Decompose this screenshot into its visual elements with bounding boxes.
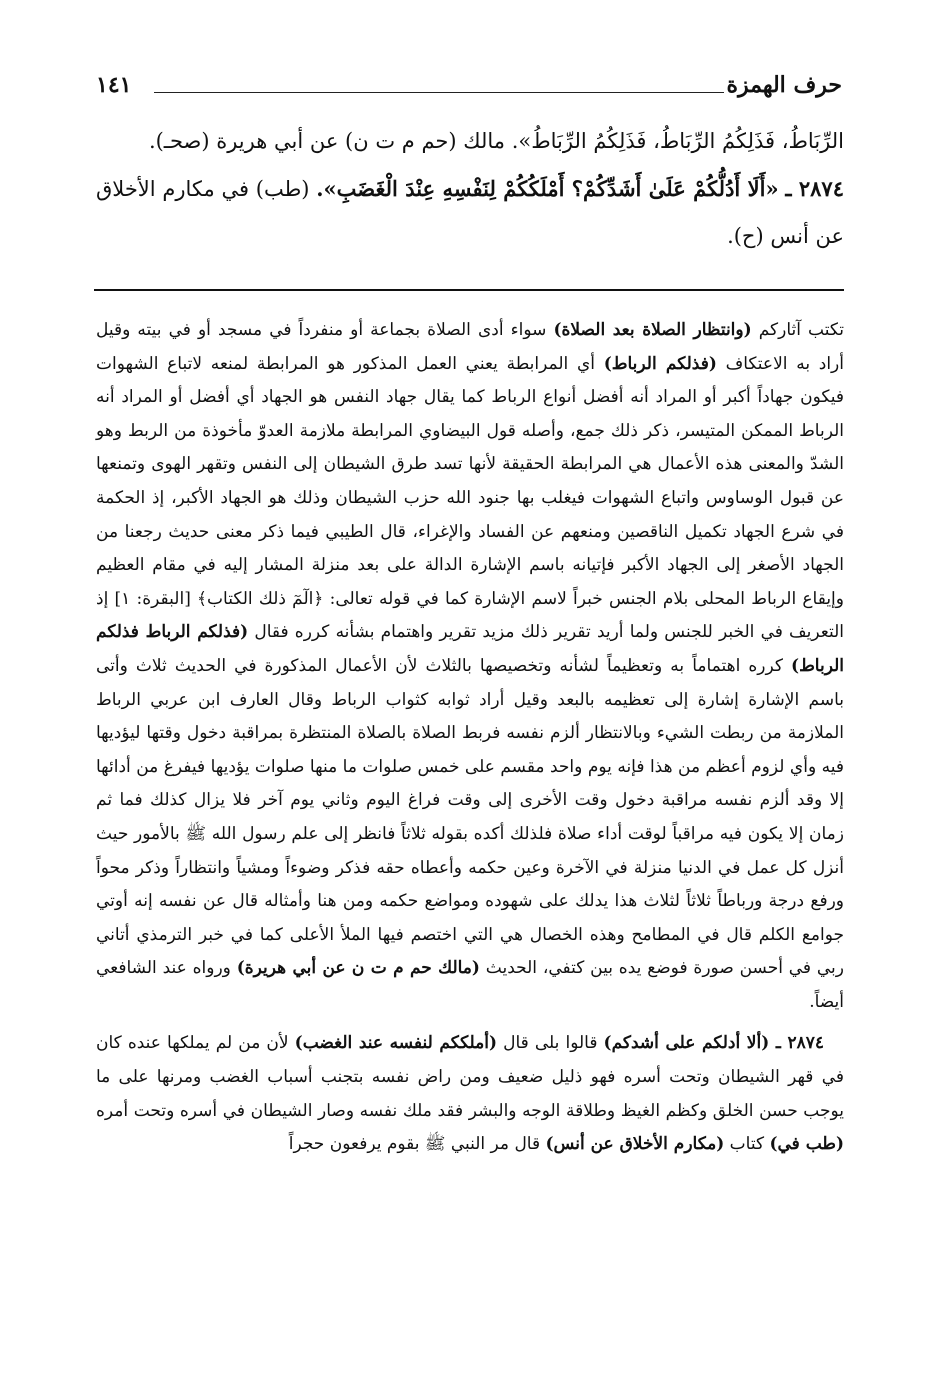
page-number: ١٤١ xyxy=(96,72,132,98)
chapter-title: حرف الهمزة xyxy=(726,72,842,98)
header-rule xyxy=(154,92,724,93)
commentary-paragraph-2 xyxy=(96,1027,844,1161)
commentary-quote: (مكارم الأخلاق عن أنس) xyxy=(545,1134,725,1155)
hadith-number: ٢٨٧٤ ـ xyxy=(785,176,844,201)
commentary-text: لأن من لم يملكها عنده كان في قهر الشيطان وتحت أسره فهو ذليل ضعيف ومن راض نفسه بتجنب أسباب الغضب ومرنها على ما يوجب حسن الخلق وكظم الغيظ وطلاقة الوجه والبشر فقد ملك نفسه وصار الشيطان في أسره وتحت أمره xyxy=(96,1033,844,1121)
paragraph-gap xyxy=(96,1019,844,1027)
commentary-hadith-number: ٢٨٧٤ ـ xyxy=(769,1033,824,1054)
hadith-continuation xyxy=(96,118,844,165)
footnote-separator xyxy=(94,289,844,291)
commentary-text: كتاب xyxy=(724,1134,770,1155)
commentary-quote: (طب في) xyxy=(769,1134,844,1155)
page-header xyxy=(96,68,842,102)
commentary-text: أي المرابطة يعني العمل المذكور هو المرابطة لمنعه لاتباع الشهوات فيكون جهاداً أكبر أو المراد أنه أفضل أنواع الرباط كما يقال جهاد النفس هو الجهاد أي أفضل أو المراد أنه الرباط الممكن المتيسر، ذكر ذلك جمع، وأصله قول البيضاوي المرابطة ملازمة العدوّ مأخوذة من الربط وهو الشدّ والمعنى هذه الأعمال هي المرابطة الحقيقة لأنها تسد طرق الشيطان إلى النفس وتقهر الهوى وتمنعها عن قبول الوساوس واتباع الشهوات فيغلب بها جنود الله حزب الشيطان وذلك هو الجهاد الأكبر، إذ الحكمة في شرع الجهاد تكميل الناقصين ومنعهم عن الفساد والإغراء، قال الطيبي فيما ذكر معنى حديث رجعنا من الجهاد الأصغر إلى الجهاد الأكبر فإتيانه باسم الإشارة الدالة على بعد منزلة المشار إليه في مقام العظيم وإيقاع الرباط المحلى بلام الجنس خبراً لاسم الإشارة كما في قوله تعالى: ﴿الٓمٓ ذلك الكتاب﴾ [البقرة: ١] إذ التعريف في الخبر للجنس ولما أريد تقرير ذلك مزيد تقرير واهتمام بشأنه كرره فقال xyxy=(96,353,844,643)
commentary-quote: (ألا أدلكم على أشدكم) xyxy=(603,1033,770,1054)
hadith-entry xyxy=(96,165,844,260)
commentary-quote: (فذلكم الرباط) xyxy=(603,353,717,374)
commentary-text: كرره اهتماماً به وتعظيماً لشأنه وتخصيصها بالثلاث لأن الأعمال المذكورة في الحديث ثلاث وأتى باسم الإشارة إشارة إلى تعظيمه بالبعد وقيل أراد ثوابه كثواب الرباط وقال العارف ابن عربي الرباط الملازمة من ربطت الشيء وبالانتظار ألزم نفسه فربط الصلاة بالصلاة المنتظرة بمراقبة دخول وقتها ليؤديها فيه وأي لزوم أعظم من هذا فإنه يوم واحد مقسم على خمس صلوات ما منها صلوات يؤديها فيفرغ من أدائها إلا وقد ألزم نفسه مراقبة دخول وقت الأخرى إلى وقت فراغ اليوم وثاني يوم آخر فلا يزال كذلك فما ثم زمان إلا يكون فيه مراقباً لوقت أداء صلاة فلذلك أكده بقوله ثلاثاً فانظر إلى علم رسول الله ﷺ بالأمور حيث أنزل كل عمل في الدنيا منزلة في الآخرة وعين حكمه وأعطاه حقه فذكر وضوءاً ومشياً وانتظاراً وذكر محواً ورفع درجة ورباطاً ثلاثاً لثلاث هذا يدلك على شهوده ومواضع حكمه ومن هنا وأمثاله قال عن نفسه إنه أوتي جوامع الكلم قال في المطامح وهذه الخصال هي التي اختصم فيها الملأ الأعلى كما في خبر الترمذي أتاني ربي في أحسن صورة فوضع يده بين كتفي، الحديث xyxy=(96,655,845,979)
commentary-text: قال مر النبي ﷺ بقوم يرفعون حجراً xyxy=(288,1134,546,1155)
commentary-text: سواء أدى الصلاة بجماعة أو منفرداً في مسجد أو في بيته وقيل أراد به الاعتكاف xyxy=(96,320,844,374)
commentary-text: ورواه عند الشافعي أيضاً. xyxy=(96,958,844,1012)
commentary-text: تكتب آثاركم xyxy=(751,320,844,340)
hadith-continuation-text: الرِّبَاطُ، فَذَلِكُمُ الرِّبَاطُ، فَذَلِكُمُ الرِّبَاطُ». مالك (حم م ت ن) عن أبي هريرة (صحـ). xyxy=(148,129,844,153)
hadith-text: «أَلَا أَدُلُّكُمْ عَلَىٰ أَشَدِّكُمْ؟ أَمْلَكُكُمْ لِنَفْسِهِ عِنْدَ الْغَضَبِ». xyxy=(316,176,779,201)
commentary-quote: (أملككم لنفسه عند الغضب) xyxy=(294,1033,498,1054)
commentary-quote: (مالك حم م ت ن عن أبي هريرة) xyxy=(236,958,480,979)
hadith-section xyxy=(96,118,844,260)
hadith-source: (طب) في مكارم الأخلاق عن أنس (ح). xyxy=(96,177,844,248)
commentary-section xyxy=(96,314,844,1162)
commentary-quote: (فذلكم الرباط فذلكم الرباط) xyxy=(96,622,845,676)
commentary-paragraph-1 xyxy=(96,314,844,1019)
commentary-quote: (وانتظار الصلاة بعد الصلاة) xyxy=(553,320,752,340)
commentary-text: قالوا بلى قال xyxy=(497,1033,604,1054)
